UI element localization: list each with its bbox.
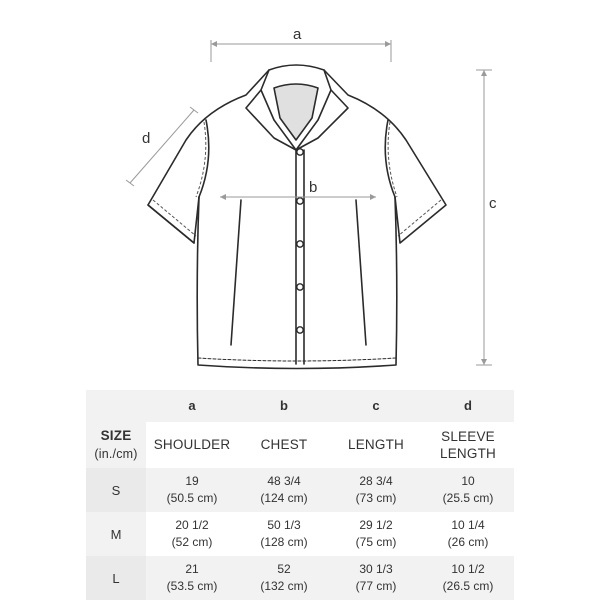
size-l: L	[86, 556, 146, 600]
table-cell: 21 (53.5 cm)	[146, 556, 238, 600]
button-2	[297, 198, 303, 204]
shirt-body-outline	[197, 197, 397, 369]
label-a: a	[293, 26, 302, 43]
size-header	[86, 422, 146, 468]
table-row	[86, 468, 514, 512]
shirt-diagram	[86, 0, 514, 390]
table-cell: 30 1/3 (77 cm)	[330, 556, 422, 600]
column-shoulder: SHOULDER	[146, 422, 238, 468]
table-cell: 19 (50.5 cm)	[146, 468, 238, 512]
table-cell: 28 3/4 (73 cm)	[330, 468, 422, 512]
table-cell: 10 1/4 (26 cm)	[447, 518, 489, 549]
header-letters-row	[86, 390, 514, 422]
shirt-illustration	[86, 0, 514, 390]
table-row	[86, 512, 514, 556]
header-letter-b: b	[238, 390, 330, 422]
size-m: M	[86, 512, 146, 556]
column-chest: CHEST	[238, 422, 330, 468]
label-b: b	[309, 179, 318, 196]
column-length: LENGTH	[330, 422, 422, 468]
button-4	[297, 284, 303, 290]
unit-label: (in./cm)	[94, 447, 138, 461]
table-cell: 10 1/2 (26.5 cm)	[422, 556, 514, 600]
table-row	[86, 556, 514, 600]
label-c: c	[489, 195, 497, 212]
header-names-row	[86, 422, 514, 468]
button-1	[297, 149, 303, 155]
table-cell: 50 1/3 (128 cm)	[260, 518, 308, 549]
button-5	[297, 327, 303, 333]
table-cell: 20 1/2 (52 cm)	[171, 518, 213, 549]
header-letter-a: a	[146, 390, 238, 422]
table-cell: 29 1/2 (75 cm)	[355, 518, 397, 549]
table-cell: 48 3/4 (124 cm)	[238, 468, 330, 512]
header-empty	[86, 390, 146, 422]
measure-d-line	[130, 110, 194, 183]
size-label: SIZE	[100, 428, 132, 443]
table-cell: 52 (132 cm)	[238, 556, 330, 600]
table-cell: 10 (25.5 cm)	[422, 468, 514, 512]
header-letter-d: d	[422, 390, 514, 422]
column-sleeve-length: SLEEVE LENGTH	[422, 422, 514, 468]
header-letter-c: c	[330, 390, 422, 422]
size-s: S	[86, 468, 146, 512]
button-3	[297, 241, 303, 247]
label-d: d	[142, 130, 151, 147]
size-table	[86, 390, 514, 600]
